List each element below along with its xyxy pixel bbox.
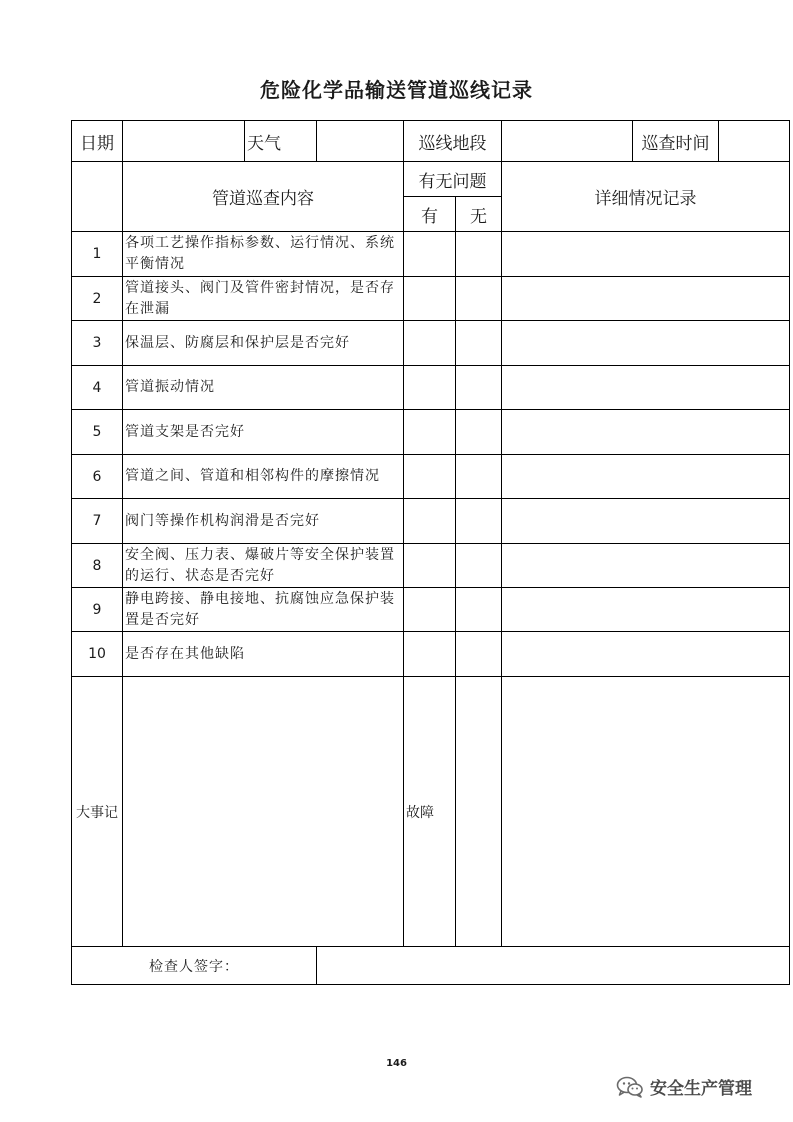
content-column-header: 管道巡查内容 bbox=[123, 162, 404, 232]
no-checkbox-cell[interactable] bbox=[456, 632, 502, 677]
item-text: 管道之间、管道和相邻构件的摩擦情况 bbox=[123, 455, 404, 499]
item-text: 各项工艺操作指标参数、运行情况、系统平衡情况 bbox=[123, 232, 404, 277]
yes-checkbox-cell[interactable] bbox=[404, 499, 456, 544]
detail-cell[interactable] bbox=[502, 277, 790, 321]
yes-checkbox-cell[interactable] bbox=[404, 455, 456, 499]
yes-checkbox-cell[interactable] bbox=[404, 632, 456, 677]
weather-field[interactable] bbox=[317, 121, 404, 162]
table-row bbox=[72, 232, 790, 277]
table-row bbox=[72, 499, 790, 544]
detail-cell[interactable] bbox=[502, 366, 790, 410]
yes-checkbox-cell[interactable] bbox=[404, 410, 456, 455]
no-checkbox-cell[interactable] bbox=[456, 321, 502, 366]
item-number: 6 bbox=[72, 455, 123, 499]
page-number: 146 bbox=[386, 1058, 407, 1069]
detail-cell[interactable] bbox=[502, 499, 790, 544]
no-checkbox-cell[interactable] bbox=[456, 455, 502, 499]
detail-cell[interactable] bbox=[502, 588, 790, 632]
item-text: 阀门等操作机构润滑是否完好 bbox=[123, 499, 404, 544]
yes-checkbox-cell[interactable] bbox=[404, 232, 456, 277]
no-checkbox-cell[interactable] bbox=[456, 544, 502, 588]
date-field[interactable] bbox=[123, 121, 245, 162]
item-number: 9 bbox=[72, 588, 123, 632]
yes-checkbox-cell[interactable] bbox=[404, 366, 456, 410]
item-text: 安全阀、压力表、爆破片等安全保护装置的运行、状态是否完好 bbox=[123, 544, 404, 588]
events-label: 大事记 bbox=[72, 677, 123, 947]
item-number: 7 bbox=[72, 499, 123, 544]
no-checkbox-cell[interactable] bbox=[456, 410, 502, 455]
table-row bbox=[72, 544, 790, 588]
weather-label: 天气 bbox=[245, 121, 317, 162]
wechat-icon bbox=[616, 1076, 644, 1098]
item-number: 10 bbox=[72, 632, 123, 677]
section-field[interactable] bbox=[502, 121, 633, 162]
time-label: 巡查时间 bbox=[633, 121, 719, 162]
time-field[interactable] bbox=[719, 121, 790, 162]
table-row bbox=[72, 366, 790, 410]
no-checkbox-cell[interactable] bbox=[456, 499, 502, 544]
table-row bbox=[72, 455, 790, 499]
detail-column-header: 详细情况记录 bbox=[502, 162, 790, 232]
table-row bbox=[72, 588, 790, 632]
table-row bbox=[72, 410, 790, 455]
detail-cell[interactable] bbox=[502, 321, 790, 366]
item-text: 静电跨接、静电接地、抗腐蚀应急保护装置是否完好 bbox=[123, 588, 404, 632]
no-checkbox-cell[interactable] bbox=[456, 277, 502, 321]
yes-column-header: 有 bbox=[404, 197, 456, 232]
item-text: 管道接头、阀门及管件密封情况，是否存在泄漏 bbox=[123, 277, 404, 321]
item-number: 2 bbox=[72, 277, 123, 321]
item-number: 8 bbox=[72, 544, 123, 588]
fault-label: 故障 bbox=[404, 677, 456, 947]
yes-checkbox-cell[interactable] bbox=[404, 544, 456, 588]
date-label: 日期 bbox=[72, 121, 123, 162]
item-text: 是否存在其他缺陷 bbox=[123, 632, 404, 677]
header-blank-cell bbox=[72, 162, 123, 232]
yes-checkbox-cell[interactable] bbox=[404, 321, 456, 366]
item-number: 1 bbox=[72, 232, 123, 277]
item-number: 4 bbox=[72, 366, 123, 410]
item-number: 3 bbox=[72, 321, 123, 366]
detail-cell[interactable] bbox=[502, 632, 790, 677]
item-text: 保温层、防腐层和保护层是否完好 bbox=[123, 321, 404, 366]
table-row bbox=[72, 632, 790, 677]
section-label: 巡线地段 bbox=[404, 121, 502, 162]
no-checkbox-cell[interactable] bbox=[456, 232, 502, 277]
events-field[interactable] bbox=[123, 677, 404, 947]
problem-column-header: 有无问题 bbox=[404, 162, 502, 197]
no-checkbox-cell[interactable] bbox=[456, 366, 502, 410]
table-row bbox=[72, 321, 790, 366]
no-checkbox-cell[interactable] bbox=[456, 588, 502, 632]
yes-checkbox-cell[interactable] bbox=[404, 277, 456, 321]
detail-cell[interactable] bbox=[502, 455, 790, 499]
inspection-form bbox=[71, 120, 790, 985]
table-row bbox=[72, 277, 790, 321]
detail-cell[interactable] bbox=[502, 410, 790, 455]
fault-field-narrow[interactable] bbox=[456, 677, 502, 947]
inspector-signature-label: 检查人签字： bbox=[72, 947, 317, 985]
inspector-signature-field[interactable] bbox=[317, 947, 790, 985]
item-text: 管道支架是否完好 bbox=[123, 410, 404, 455]
detail-cell[interactable] bbox=[502, 232, 790, 277]
document-title: 危险化学品输送管道巡线记录 bbox=[260, 78, 533, 102]
item-text: 管道振动情况 bbox=[123, 366, 404, 410]
yes-checkbox-cell[interactable] bbox=[404, 588, 456, 632]
detail-cell[interactable] bbox=[502, 544, 790, 588]
watermark bbox=[616, 1074, 752, 1099]
no-column-header: 无 bbox=[456, 197, 502, 232]
item-number: 5 bbox=[72, 410, 123, 455]
watermark-text: 安全生产管理 bbox=[650, 1079, 752, 1099]
fault-field[interactable] bbox=[502, 677, 790, 947]
